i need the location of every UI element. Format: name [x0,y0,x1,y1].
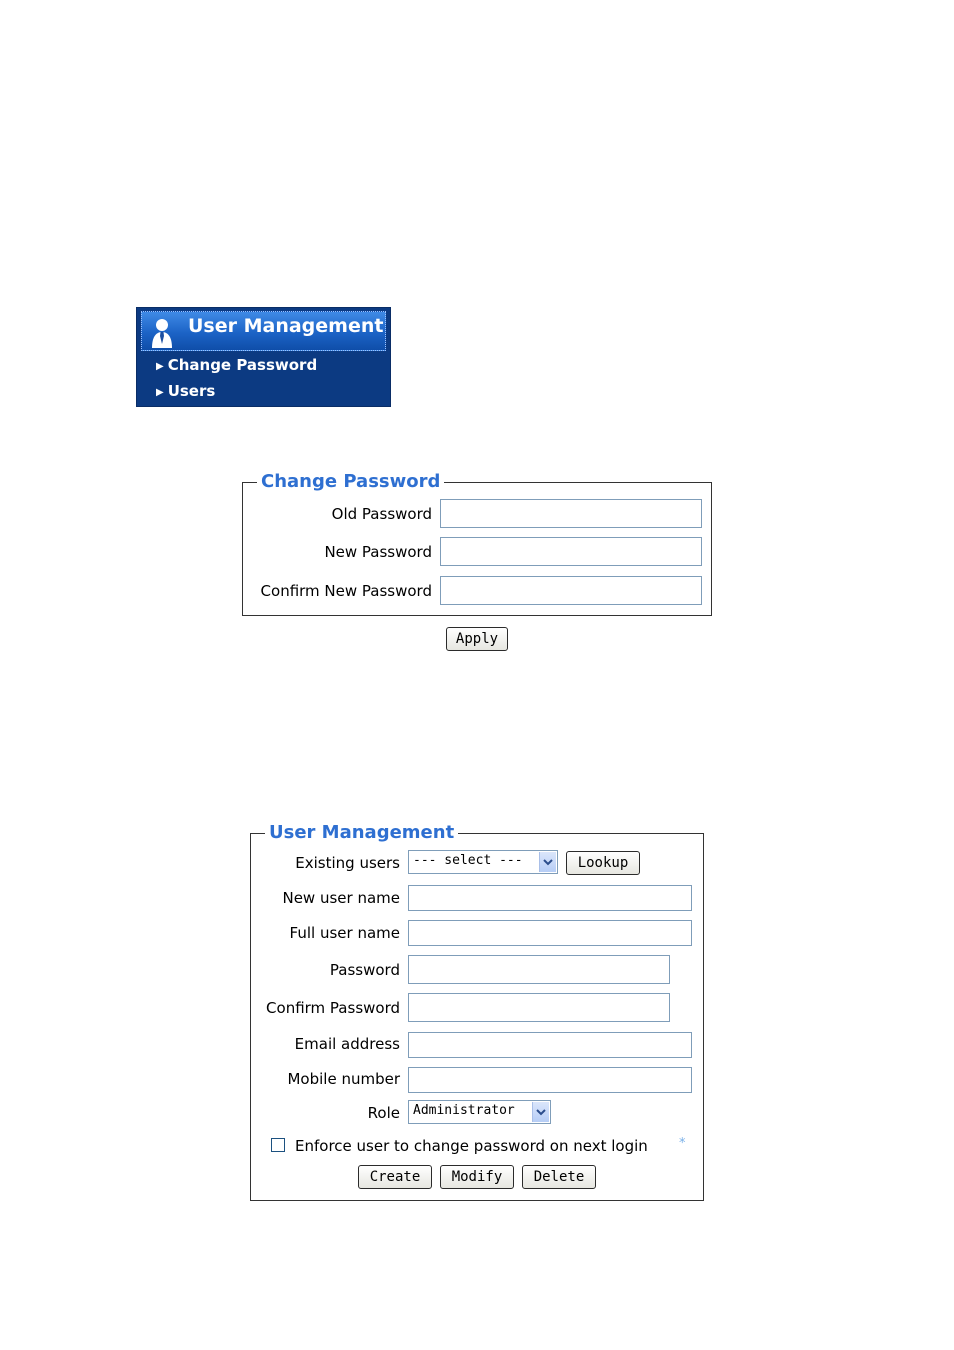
apply-button[interactable]: Apply [446,627,508,651]
menu-item-label: Change Password [167,356,318,374]
required-marker: * [679,1136,686,1151]
old-password-input[interactable] [440,499,702,528]
dropdown-arrow-icon[interactable] [532,1102,549,1122]
delete-button[interactable]: Delete [522,1165,596,1189]
menu-item-label: Users [167,382,216,400]
confirm-password-input[interactable] [408,993,670,1022]
change-password-fieldset [242,471,712,616]
create-button[interactable]: Create [358,1165,432,1189]
change-password-legend: Change Password [257,471,444,493]
new-password-input[interactable] [440,537,702,566]
menu-header[interactable] [141,311,386,351]
mobile-number-input[interactable] [408,1067,692,1093]
user-management-fieldset [250,822,704,1201]
enforce-password-change-label: Enforce user to change password on next login [295,1137,648,1155]
triangle-right-icon: ▶ [156,387,164,398]
confirm-new-password-input[interactable] [440,576,702,605]
existing-users-value: --- select --- [413,853,523,868]
menu-title: User Management [188,315,384,337]
role-label: Role [367,1104,400,1122]
password-label: Password [329,961,400,979]
enforce-password-change-checkbox[interactable] [271,1138,285,1152]
new-password-label: New Password [324,543,432,561]
menu-item-users[interactable] [156,382,215,400]
existing-users-select[interactable] [408,850,558,874]
new-user-name-label: New user name [282,889,400,907]
user-management-menu [136,307,391,407]
existing-users-label: Existing users [295,854,400,872]
new-user-name-input[interactable] [408,885,692,911]
role-select[interactable] [408,1100,551,1124]
confirm-new-password-label: Confirm New Password [260,582,432,600]
lookup-button[interactable]: Lookup [566,851,640,875]
user-icon [150,317,174,349]
user-management-legend: User Management [265,822,458,844]
full-user-name-input[interactable] [408,920,692,946]
mobile-number-label: Mobile number [287,1070,400,1088]
email-address-input[interactable] [408,1032,692,1058]
confirm-password-label: Confirm Password [266,999,400,1017]
triangle-right-icon: ▶ [156,361,164,372]
email-address-label: Email address [294,1035,400,1053]
full-user-name-label: Full user name [289,924,400,942]
password-input[interactable] [408,955,670,984]
modify-button[interactable]: Modify [440,1165,514,1189]
menu-item-change-password[interactable] [156,356,317,374]
role-value: Administrator [413,1103,515,1118]
old-password-label: Old Password [331,505,432,523]
dropdown-arrow-icon[interactable] [539,852,556,872]
